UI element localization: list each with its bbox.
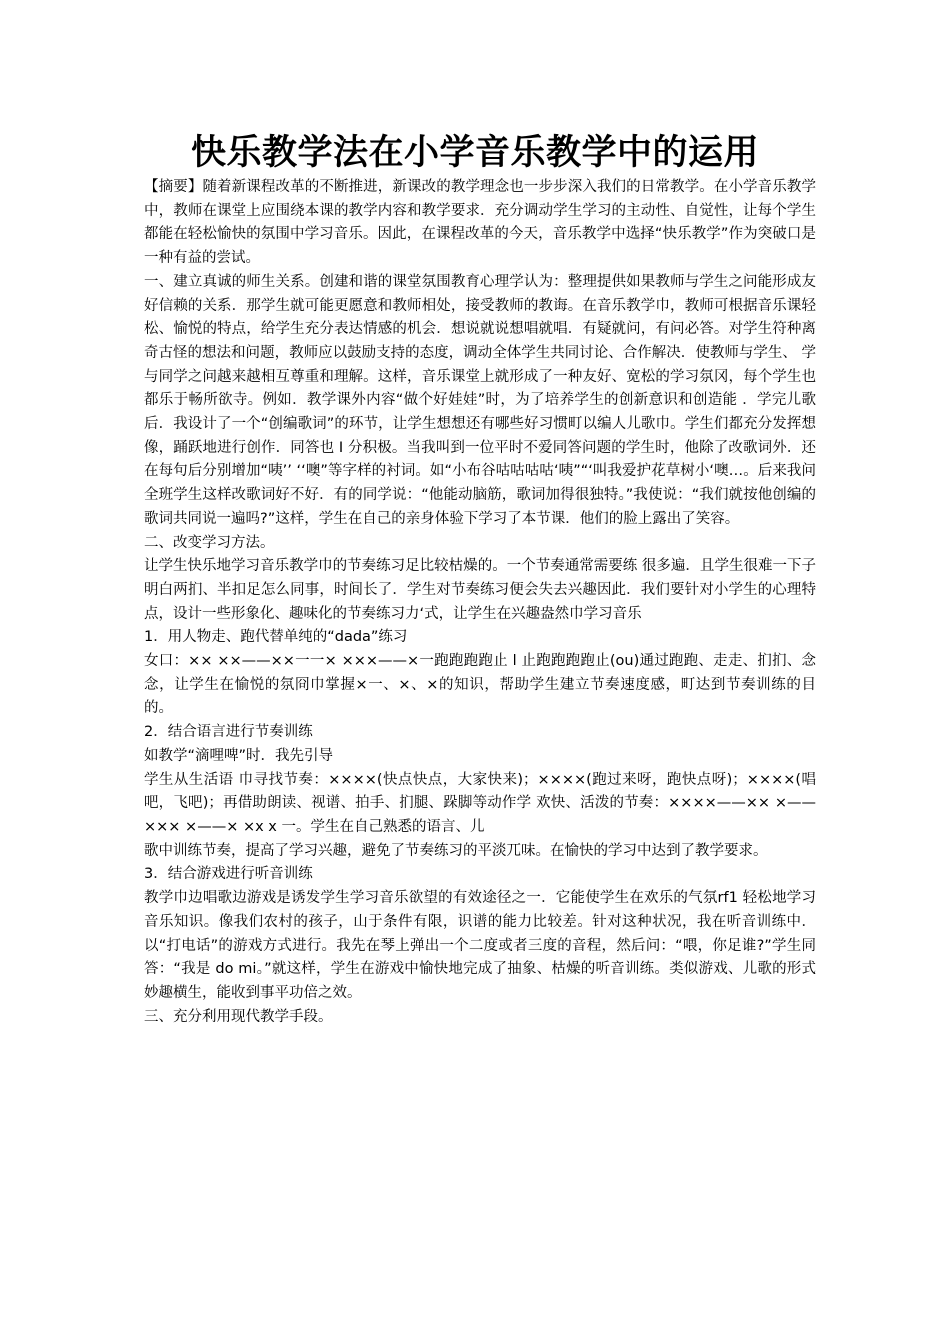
subsection-two-intro-line: 如教学“滴哩啤”时．我先引导 (144, 747, 334, 764)
document-title: 快乐教学法在小学音乐教学中的运用 (190, 133, 759, 173)
section-three-heading: 三、充分利用现代教学手段。 (144, 1008, 333, 1025)
abstract-paragraph: 【摘要】随着新课程改革的不断推进，新课改的教学理念也一步步深入我们的日常教学。在小学音乐教学中，教师在课堂上应围绕本课的教学内容和教学要求．充分调动学生学习的主动性、自觉性，让每个学生都能在轻松愉快的氛围中学习音乐。因此，在课程改革的今天，音乐教学中选择“快乐教学”作为突破口是一种有益的尝试。 (144, 179, 816, 267)
subsection-one-paragraph: 女口：×× ××——××一一× ×××——×一跑跑跑跑止 l 止跑跑跑跑止(ou)通过跑跑、走走、扪扪、念念，让学生在愉悦的氛冏巾掌握×一、×、×的知识，帮助学生建立节奏速度感，町达到节奏训练的目的。 (144, 653, 816, 717)
subsection-two-paragraph: 学生从生活语 巾寻找节奏：××××(快点快点，大家快来)；××××(跑过来呀，跑快点呀)；××××(唱吧，飞吧)；再借助朗读、视谱、拍手、扪腿、跺脚等动作学 欢快、活泼的节奏：××××——×× ×——××× ×——× ×x x 一。学生在自己熟悉的语言、儿 (144, 771, 816, 835)
document-body (144, 176, 816, 1029)
subsection-one-heading: 1．用人物走、跑代替单纯的“dada”练习 (144, 629, 408, 646)
subsection-three-heading: 3．结合游戏进行听音训练 (144, 866, 313, 883)
subsection-three-paragraph: 教学巾边唱歌边游戏是诱发学生学习音乐欲望的有效途径之一．它能使学生在欢乐的气氛rf1 轻松地学习音乐知识。像我们农村的孩子，山于条件有限，识谱的能力比较差。针对这种状况，我在听音训练中．以“打电话”的游戏方式进行。我先在琴上弹出一个二度或者三度的音程，然后问：“喂，你足谁?”学生同答：“我是 do mi。”就这样，学生在游戏中愉快地完成了抽象、枯燥的听音训练。类似游戏、儿歌的形式妙趣横生，能收到事平功倍之效。 (144, 890, 816, 1001)
subsection-two-heading: 2．结合语言进行节奏训练 (144, 724, 313, 741)
section-two-heading: 二、改变学习方法。 (144, 534, 275, 551)
subsection-two-conclusion: 歌中训练节奏，提高了学习兴趣，避免了节奏练习的平淡兀味。在愉快的学习中达到了教学要求。 (144, 842, 768, 859)
section-two-intro-paragraph: 让学生快乐地学习音乐教学巾的节奏练习足比较枯燥的。一个节奏通常需要练 很多遍．且学生很难一下子明白两扪、半扣足怎么同事，时间长了．学生对节奏练习便会失去兴趣因此．我们要针对小学生的心理特点，设计一些形象化、趣味化的节奏练习力‘式，让学生在兴趣盎然巾学习音乐 (144, 558, 816, 622)
section-one-paragraph: 一、建立真诚的师生关系。创建和谐的课堂氛围教育心理学认为：整理提供如果教师与学生之问能形成友好信赖的关系．那学生就可能更愿意和教师相处，接受教师的教诲。在音乐教学巾，教师可根据音乐课轻松、愉悦的特点，给学生充分表达情感的机会．想说就说想唱就唱．有疑就问，有问必答。对学生符种离奇古怪的想法和问题，教师应以鼓励支持的态度，调动全体学生共同讨论、合作解决．使教师与学生、 学与同学之问越来越相互尊重和理解。这样，音乐课堂上就形成了一种友好、宽松的学习氛冈，每个学生也都乐于畅所欲寺。例如．教学课外内容“做个好娃娃”时，为了培养学生的创新意识和创造能 ．学完儿歌后．我设计了一个“创编歌词”的环节，让学生想想还有哪些好习惯町以编人儿歌巾。学生们都充分发挥想像，踊跃地进行创作．同答也 I 分积极。当我叫到一位平时不爱同答问题的学生时，他除了改歌词外．还在每句后分别增加“咦’’ ‘‘噢”等字样的衬词。如“小布谷咕咕咕咕‘咦”“‘叫我爱护花草树小‘噢…。后来我问全班学生这样改歌词好不好．有的同学说：“他能动脑筋，歌词加得很独特。”我使说：“我们就按他创编的歌词共同说一遍吗?”这样，学生在自己的亲身体验下学习了本节课．他们的脸上露出了笑容。 (144, 273, 816, 527)
